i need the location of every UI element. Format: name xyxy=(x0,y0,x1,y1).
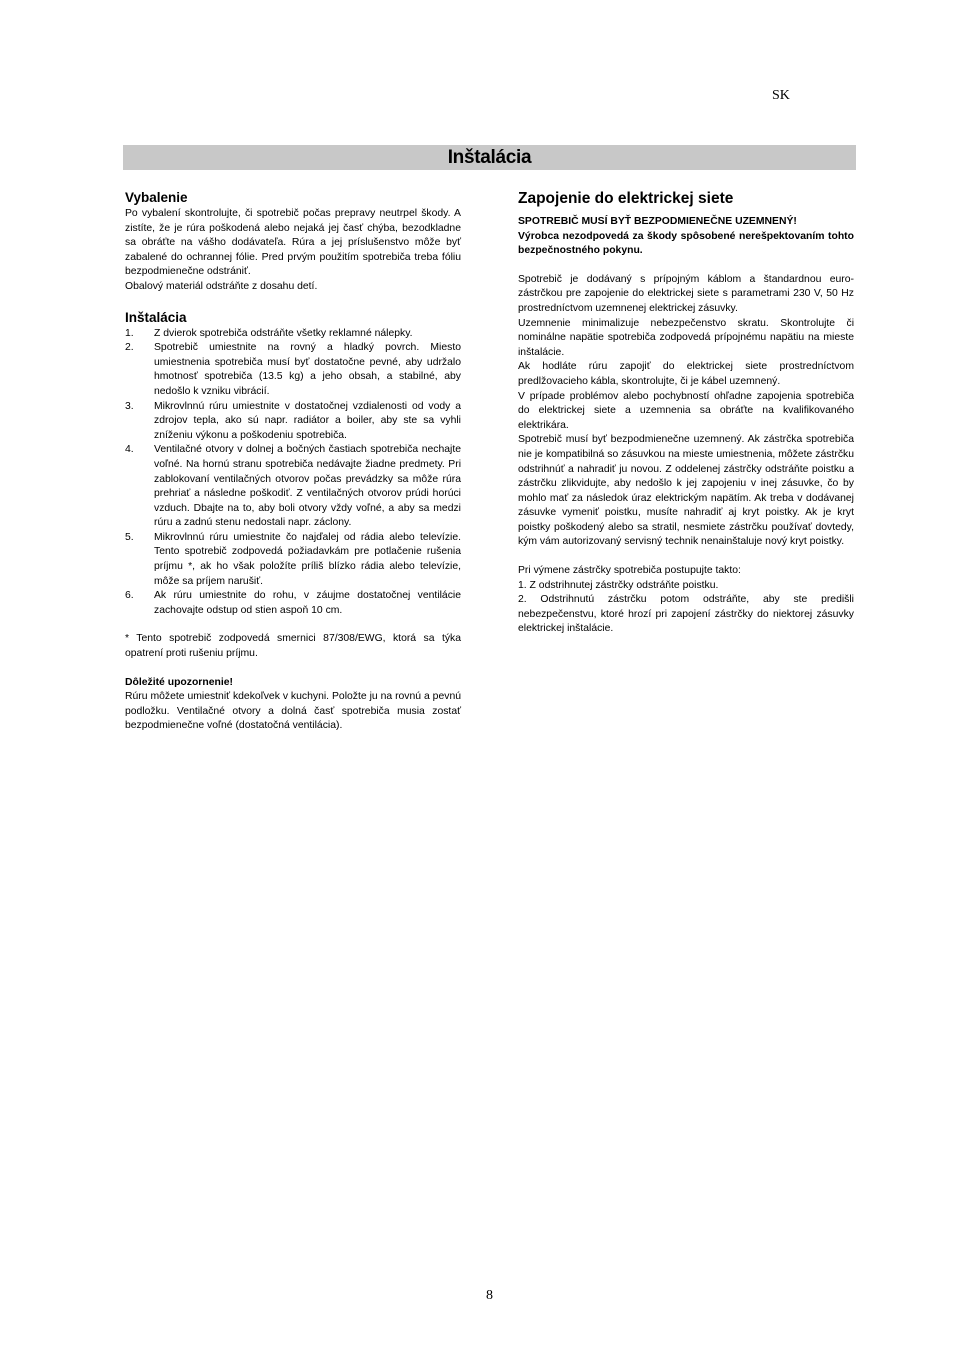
notice-text: Rúru môžete umiestniť kdekoľvek v kuchyni. Položte ju na rovnú a pevnú podložku. Ventilačné otvory a dolná časť spotrebiča musia zostať bezpodmienečne voľné (dostatočná ventilácia). xyxy=(125,691,461,732)
page-number: 8 xyxy=(486,1288,493,1303)
paragraph-replace-step2: 2. Odstrihnutú zástrčku potom odstráňte, aby ste predišli nebezpečenstvu, ktoré hrozí pri zapojení zástrčky do niektorej zásuvky elektrickej inštalácie. xyxy=(518,594,854,635)
paragraph-plug: Spotrebič musí byť bezpodmienečne uzemnený. Ak zástrčka spotrebiča nie je kompatibilná so zásuvkou na mieste umiestnenia, môžete zástrčku odstrihnúť a nahradiť ju novou. Z oddelenej zástrčky odstráňte poistku a zástrčku zlikvidujte, aby nedošlo k jej zapojeniu v inej zásuvke, čo by mohlo mať za následok úraz elektrickým napätím. Ak treba v dodávanej zásuvke vymeniť poistku, musíte nahradiť aj kryt poistky. Ak je kryt poistky poškodený alebo sa stratil, nesmiete zástrčku používať dovtedy, kým vám autorizovaný servisný technik nenainštaluje nový kryt poistky. xyxy=(518,434,854,548)
installation-list xyxy=(125,327,461,619)
language-code: SK xyxy=(772,88,790,103)
list-item: 3. Mikrovlnnú rúru umiestnite v dostatočnej vzdialenosti od vody a zdrojov tepla, ako sú napr. radiátor a boiler, aby ste sa vyhli zníženiu výkonu a poškodeniu spotrebiča. xyxy=(125,400,461,441)
warning-liability: Výrobca nezodpovedá za škody spôsobené nerešpektovaním tohto bezpečnostného pokynu. xyxy=(518,230,854,257)
installation-heading: Inštalácia xyxy=(125,309,187,325)
list-item: 4. Ventilačné otvory v dolnej a bočných častiach spotrebiča nechajte voľné. Na hornú stranu spotrebiča nedávajte žiadne predmety. Pri zablokovaní ventilačných otvorov počas prevádzky sa môže rúra prehriať a následne poškodiť. Z ventilačných otvorov prúdi horúci vzduch. Dbajte na to, aby boli otvory vždy voľné, a aby sa medzi rúru a zadnú stenu nedostali napr. záclony. xyxy=(125,444,461,529)
notice-heading: Dôležité upozornenie! xyxy=(125,676,233,688)
list-item: 5. Mikrovlnnú rúru umiestnite čo najďalej od rádia alebo televízie. Tento spotrebič zodpovedá požiadavkám pre potlačenie rušenia príjmu *, ak ho však položíte príliš blízko rádia alebo televízie, môže sa príjem narušiť. xyxy=(125,531,461,587)
page-title: Inštalácia xyxy=(447,146,532,168)
footnote: * Tento spotrebič zodpovedá smernici 87/308/EWG, ktorá sa týka opatrení proti rušeniu príjmu. xyxy=(125,633,461,660)
right-column xyxy=(518,189,854,637)
packaging-note: Obalový materiál odstráňte z dosahu detí. xyxy=(125,280,318,292)
left-column xyxy=(125,189,461,734)
paragraph-problems: V prípade problémov alebo pochybností ohľadne zapojenia spotrebiča do elektrickej siete a uzemnenia sa obráťte na kvalifikovaného elektrikára. xyxy=(518,390,854,431)
paragraph-extension: Ak hodláte rúru zapojiť do elektrickej siete prostredníctvom predlžovacieho kábla, skontrolujte, či je kábel uzemnený. xyxy=(518,361,854,387)
list-item: 1. Z dvierok spotrebiča odstráňte všetky reklamné nálepky. xyxy=(125,327,413,339)
paragraph-cable: Spotrebič je dodávaný s prípojným káblom a štandardnou euro-zástrčkou pre zapojenie do elektrickej siete s parametrami 230 V, 50 Hz prostredníctvom uzemnenej elektrickej zásuvky. xyxy=(518,273,854,314)
paragraph-replace-intro: Pri výmene zástrčky spotrebiča postupujte takto: xyxy=(518,565,741,577)
paragraph-replace-step1: 1. Z odstrihnutej zástrčky odstráňte poistku. xyxy=(518,579,719,591)
electrical-heading: Zapojenie do elektrickej siete xyxy=(518,190,734,207)
title-banner xyxy=(123,145,856,170)
list-item: 2. Spotrebič umiestnite na rovný a hladký povrch. Miesto umiestnenia spotrebiča musí byť dostatočne pevné, aby udržalo hmotnosť spotrebiča (13.5 kg) a jeho obsah, a stabilné, aby nedošlo k vzniku vibrácií. xyxy=(125,342,461,397)
warning-grounding: SPOTREBIČ MUSÍ BYŤ BEZPODMIENEČNE UZEMNENÝ! xyxy=(518,216,797,227)
unpacking-heading: Vybalenie xyxy=(125,190,188,205)
list-item: 6. Ak rúru umiestnite do rohu, v záujme dostatočnej ventilácie zachovajte odstup od stien aspoň 10 cm. xyxy=(125,590,461,616)
unpacking-paragraph: Po vybalení skontrolujte, či spotrebič počas prepravy neutrpel škody. A zistíte, že je rúra poškodená alebo nejaká jej časť chýba, bezodkladne sa obráťte na vášho dodávateľa. Rúra a jej príslušenstvo môže byť zabalené do ochrannej fólie. Pred prvým použitím spotrebiča treba fóliu bezpodmienečne odstrániť. xyxy=(125,208,461,278)
paragraph-grounding: Uzemnenie minimalizuje nebezpečenstvo skratu. Skontrolujte či nominálne napätie spotrebiča zodpovedá prípojnému napätiu na mieste inštalácie. xyxy=(518,317,854,358)
